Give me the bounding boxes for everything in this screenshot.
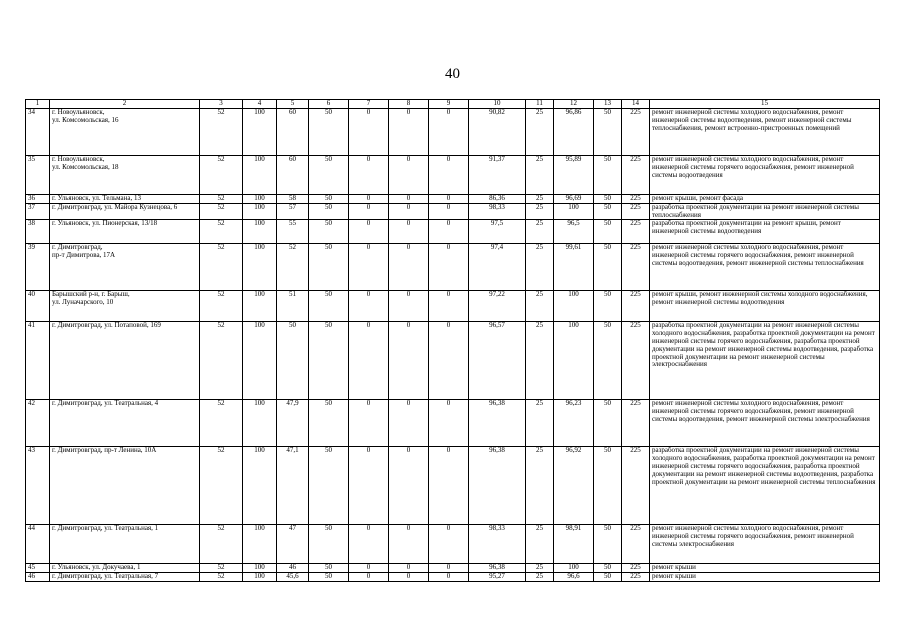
value-cell: 0: [389, 156, 429, 195]
table-row: [26, 322, 880, 400]
value-cell: 225: [622, 525, 650, 564]
value-cell: 0: [429, 447, 469, 525]
value-cell: 100: [554, 564, 594, 573]
value-cell: 52: [200, 400, 243, 447]
page-number: 40: [445, 66, 460, 82]
column-header: 5: [277, 100, 309, 109]
value-cell: 50: [309, 195, 349, 204]
value-cell: 50: [309, 156, 349, 195]
value-cell: 0: [389, 195, 429, 204]
table-row: [26, 203, 880, 220]
address-cell: г. Димитровград, ул. Театральная, 1: [50, 525, 200, 564]
value-cell: 52: [200, 195, 243, 204]
address-cell: г. Димитровград, ул. Потаповой, 169: [50, 322, 200, 400]
value-cell: 25: [526, 156, 554, 195]
repair-table: [25, 99, 880, 582]
value-cell: 50: [594, 322, 622, 400]
row-number: 42: [26, 400, 50, 447]
value-cell: 0: [429, 564, 469, 573]
works-cell: ремонт инженерной системы холодного водоснабжения, ремонт инженерной системы водоотведения, ремонт инженерной системы теплоснабжения, ремонт встроенно-пристроенных помещений: [650, 109, 880, 156]
value-cell: 225: [622, 244, 650, 291]
value-cell: 225: [622, 109, 650, 156]
value-cell: 99,61: [554, 244, 594, 291]
address-cell: г. Новоульяновск, ул. Комсомольская, 18: [50, 156, 200, 195]
value-cell: 50: [309, 525, 349, 564]
works-cell: ремонт инженерной системы холодного водоснабжения, ремонт инженерной системы горячего водоснабжения, ремонт инженерной системы водоотведения: [650, 156, 880, 195]
value-cell: 100: [243, 220, 277, 244]
value-cell: 50: [309, 322, 349, 400]
row-number: 46: [26, 573, 50, 582]
table-body: [26, 109, 880, 582]
value-cell: 96,57: [469, 322, 526, 400]
value-cell: 100: [243, 322, 277, 400]
works-cell: ремонт инженерной системы холодного водоснабжения, ремонт инженерной системы горячего водоснабжения, ремонт инженерной системы электроснабжения: [650, 525, 880, 564]
value-cell: 50: [594, 291, 622, 322]
value-cell: 50: [309, 447, 349, 525]
works-cell: разработка проектной документации на ремонт инженерной системы холодного водоснабжения, разработка проектной документации на ремонт инженерной системы горячего водоснабжения, разработка проектной документации на ремонт инженерной системы водоотведения, разработка проектной документации на ремонт инженерной системы теплоснабжения: [650, 447, 880, 525]
value-cell: 0: [349, 573, 389, 582]
column-header: 14: [622, 100, 650, 109]
table-row: [26, 573, 880, 582]
value-cell: 225: [622, 564, 650, 573]
address-cell: г. Ульяновск, ул. Докучаева, 1: [50, 564, 200, 573]
value-cell: 225: [622, 195, 650, 204]
column-header: 12: [554, 100, 594, 109]
value-cell: 50: [594, 525, 622, 564]
value-cell: 50: [594, 220, 622, 244]
value-cell: 96,38: [469, 400, 526, 447]
value-cell: 0: [389, 322, 429, 400]
value-cell: 25: [526, 220, 554, 244]
value-cell: 0: [429, 322, 469, 400]
value-cell: 100: [243, 573, 277, 582]
column-header: 8: [389, 100, 429, 109]
row-number: 45: [26, 564, 50, 573]
value-cell: 0: [349, 220, 389, 244]
works-cell: ремонт крыши: [650, 573, 880, 582]
value-cell: 25: [526, 573, 554, 582]
value-cell: 225: [622, 156, 650, 195]
row-number: 37: [26, 203, 50, 220]
value-cell: 0: [429, 291, 469, 322]
row-number: 38: [26, 220, 50, 244]
works-cell: ремонт крыши, ремонт инженерной системы холодного водоснабжения, ремонт инженерной системы водоотведения: [650, 291, 880, 322]
value-cell: 95,89: [554, 156, 594, 195]
table-row: [26, 564, 880, 573]
value-cell: 0: [429, 195, 469, 204]
column-header: 4: [243, 100, 277, 109]
works-cell: ремонт инженерной системы холодного водоснабжения, ремонт инженерной системы горячего водоснабжения, ремонт инженерной системы водоотведения, ремонт инженерной системы теплоснабжения: [650, 244, 880, 291]
value-cell: 0: [429, 573, 469, 582]
value-cell: 0: [389, 109, 429, 156]
value-cell: 50: [309, 203, 349, 220]
address-cell: г. Димитровград, ул. Майора Кузнецова, 6: [50, 203, 200, 220]
value-cell: 0: [389, 564, 429, 573]
value-cell: 97,5: [469, 220, 526, 244]
value-cell: 0: [349, 195, 389, 204]
table-row: [26, 195, 880, 204]
value-cell: 0: [349, 156, 389, 195]
value-cell: 57: [277, 203, 309, 220]
value-cell: 100: [554, 291, 594, 322]
row-number: 34: [26, 109, 50, 156]
value-cell: 50: [594, 400, 622, 447]
column-header: 15: [650, 100, 880, 109]
value-cell: 0: [389, 244, 429, 291]
value-cell: 96,5: [554, 220, 594, 244]
value-cell: 52: [200, 220, 243, 244]
address-cell: г. Димитровград, ул. Театральная, 7: [50, 573, 200, 582]
value-cell: 0: [429, 203, 469, 220]
header-row: [26, 100, 880, 109]
value-cell: 50: [309, 400, 349, 447]
works-cell: разработка проектной документации на ремонт крыши, ремонт инженерной системы водоотведения: [650, 220, 880, 244]
value-cell: 96,38: [469, 564, 526, 573]
value-cell: 0: [389, 203, 429, 220]
column-header: 13: [594, 100, 622, 109]
value-cell: 50: [277, 322, 309, 400]
value-cell: 0: [349, 244, 389, 291]
value-cell: 50: [309, 109, 349, 156]
value-cell: 0: [349, 203, 389, 220]
value-cell: 50: [594, 203, 622, 220]
value-cell: 45,6: [277, 573, 309, 582]
column-header: 9: [429, 100, 469, 109]
value-cell: 46: [277, 564, 309, 573]
value-cell: 90,82: [469, 109, 526, 156]
column-header: 2: [50, 100, 200, 109]
table-row: [26, 291, 880, 322]
value-cell: 55: [277, 220, 309, 244]
row-number: 44: [26, 525, 50, 564]
value-cell: 98,91: [554, 525, 594, 564]
value-cell: 91,37: [469, 156, 526, 195]
value-cell: 0: [389, 220, 429, 244]
value-cell: 52: [200, 291, 243, 322]
value-cell: 0: [389, 400, 429, 447]
works-cell: ремонт инженерной системы холодного водоснабжения, ремонт инженерной системы горячего водоснабжения, ремонт инженерной системы водоотведения, ремонт инженерной системы электроснабжения: [650, 400, 880, 447]
value-cell: 58: [277, 195, 309, 204]
value-cell: 60: [277, 109, 309, 156]
value-cell: 52: [200, 447, 243, 525]
value-cell: 0: [389, 573, 429, 582]
table-row: [26, 244, 880, 291]
value-cell: 0: [349, 447, 389, 525]
value-cell: 96,92: [554, 447, 594, 525]
value-cell: 52: [200, 322, 243, 400]
value-cell: 50: [594, 447, 622, 525]
value-cell: 0: [429, 220, 469, 244]
table-row: [26, 220, 880, 244]
works-cell: ремонт крыши, ремонт фасада: [650, 195, 880, 204]
works-cell: ремонт крыши: [650, 564, 880, 573]
value-cell: 0: [389, 525, 429, 564]
value-cell: 47,1: [277, 447, 309, 525]
value-cell: 96,86: [554, 109, 594, 156]
value-cell: 225: [622, 447, 650, 525]
value-cell: 50: [594, 156, 622, 195]
value-cell: 52: [200, 109, 243, 156]
value-cell: 50: [594, 244, 622, 291]
address-cell: г. Ульяновск, ул. Тельмана, 13: [50, 195, 200, 204]
works-cell: разработка проектной документации на ремонт инженерной системы теплоснабжения: [650, 203, 880, 220]
works-cell: разработка проектной документации на ремонт инженерной системы холодного водоснабжения, разработка проектной документации на ремонт инженерной системы горячего водоснабжения, разработка проектной документации на ремонт инженерной системы водоотведения, разработка проектной документации на ремонт инженерной системы электроснабжения: [650, 322, 880, 400]
value-cell: 225: [622, 220, 650, 244]
table-row: [26, 400, 880, 447]
value-cell: 0: [349, 400, 389, 447]
value-cell: 100: [243, 291, 277, 322]
address-cell: г. Димитровград, ул. Театральная, 4: [50, 400, 200, 447]
address-cell: г. Димитровград, пр-т Ленина, 10А: [50, 447, 200, 525]
value-cell: 52: [200, 525, 243, 564]
value-cell: 96,38: [469, 447, 526, 525]
value-cell: 52: [277, 244, 309, 291]
value-cell: 97,22: [469, 291, 526, 322]
value-cell: 25: [526, 400, 554, 447]
value-cell: 50: [309, 564, 349, 573]
value-cell: 50: [309, 291, 349, 322]
value-cell: 25: [526, 322, 554, 400]
value-cell: 50: [594, 109, 622, 156]
value-cell: 50: [309, 220, 349, 244]
value-cell: 47: [277, 525, 309, 564]
row-number: 40: [26, 291, 50, 322]
value-cell: 0: [389, 291, 429, 322]
value-cell: 100: [243, 447, 277, 525]
value-cell: 25: [526, 109, 554, 156]
column-header: 1: [26, 100, 50, 109]
value-cell: 50: [309, 573, 349, 582]
value-cell: 25: [526, 203, 554, 220]
value-cell: 52: [200, 244, 243, 291]
value-cell: 47,9: [277, 400, 309, 447]
value-cell: 100: [243, 564, 277, 573]
table-row: [26, 447, 880, 525]
column-header: 7: [349, 100, 389, 109]
value-cell: 25: [526, 525, 554, 564]
value-cell: 100: [243, 195, 277, 204]
value-cell: 52: [200, 564, 243, 573]
row-number: 41: [26, 322, 50, 400]
value-cell: 50: [594, 564, 622, 573]
value-cell: 50: [594, 195, 622, 204]
row-number: 39: [26, 244, 50, 291]
value-cell: 100: [243, 203, 277, 220]
value-cell: 100: [243, 525, 277, 564]
address-cell: Барышский р-н, г. Барыш, ул. Луначарского, 10: [50, 291, 200, 322]
value-cell: 51: [277, 291, 309, 322]
row-number: 36: [26, 195, 50, 204]
value-cell: 0: [429, 400, 469, 447]
value-cell: 50: [594, 573, 622, 582]
value-cell: 96,23: [554, 400, 594, 447]
value-cell: 98,33: [469, 203, 526, 220]
value-cell: 52: [200, 156, 243, 195]
value-cell: 97,4: [469, 244, 526, 291]
value-cell: 100: [243, 109, 277, 156]
column-header: 10: [469, 100, 526, 109]
value-cell: 0: [429, 109, 469, 156]
value-cell: 95,27: [469, 573, 526, 582]
value-cell: 25: [526, 564, 554, 573]
value-cell: 100: [243, 244, 277, 291]
row-number: 43: [26, 447, 50, 525]
column-header: 11: [526, 100, 554, 109]
address-cell: г. Димитровград, пр-т Димитрова, 17А: [50, 244, 200, 291]
value-cell: 50: [309, 244, 349, 291]
value-cell: 0: [429, 525, 469, 564]
address-cell: г. Ульяновск, ул. Пионерская, 13/18: [50, 220, 200, 244]
value-cell: 100: [554, 203, 594, 220]
value-cell: 100: [554, 322, 594, 400]
table-row: [26, 525, 880, 564]
value-cell: 0: [389, 447, 429, 525]
value-cell: 86,36: [469, 195, 526, 204]
value-cell: 0: [429, 156, 469, 195]
value-cell: 100: [243, 400, 277, 447]
value-cell: 52: [200, 203, 243, 220]
column-header: 3: [200, 100, 243, 109]
value-cell: 60: [277, 156, 309, 195]
value-cell: 98,33: [469, 525, 526, 564]
column-header: 6: [309, 100, 349, 109]
value-cell: 25: [526, 195, 554, 204]
value-cell: 0: [349, 564, 389, 573]
value-cell: 25: [526, 447, 554, 525]
value-cell: 0: [349, 322, 389, 400]
value-cell: 96,6: [554, 573, 594, 582]
value-cell: 225: [622, 573, 650, 582]
value-cell: 225: [622, 322, 650, 400]
table-row: [26, 109, 880, 156]
value-cell: 96,69: [554, 195, 594, 204]
value-cell: 0: [349, 291, 389, 322]
value-cell: 225: [622, 203, 650, 220]
row-number: 35: [26, 156, 50, 195]
table-row: [26, 156, 880, 195]
value-cell: 52: [200, 573, 243, 582]
value-cell: 225: [622, 291, 650, 322]
value-cell: 25: [526, 244, 554, 291]
value-cell: 0: [429, 244, 469, 291]
address-cell: г. Новоульяновск, ул. Комсомольская, 16: [50, 109, 200, 156]
value-cell: 100: [243, 156, 277, 195]
value-cell: 0: [349, 109, 389, 156]
value-cell: 25: [526, 291, 554, 322]
value-cell: 225: [622, 400, 650, 447]
value-cell: 0: [349, 525, 389, 564]
